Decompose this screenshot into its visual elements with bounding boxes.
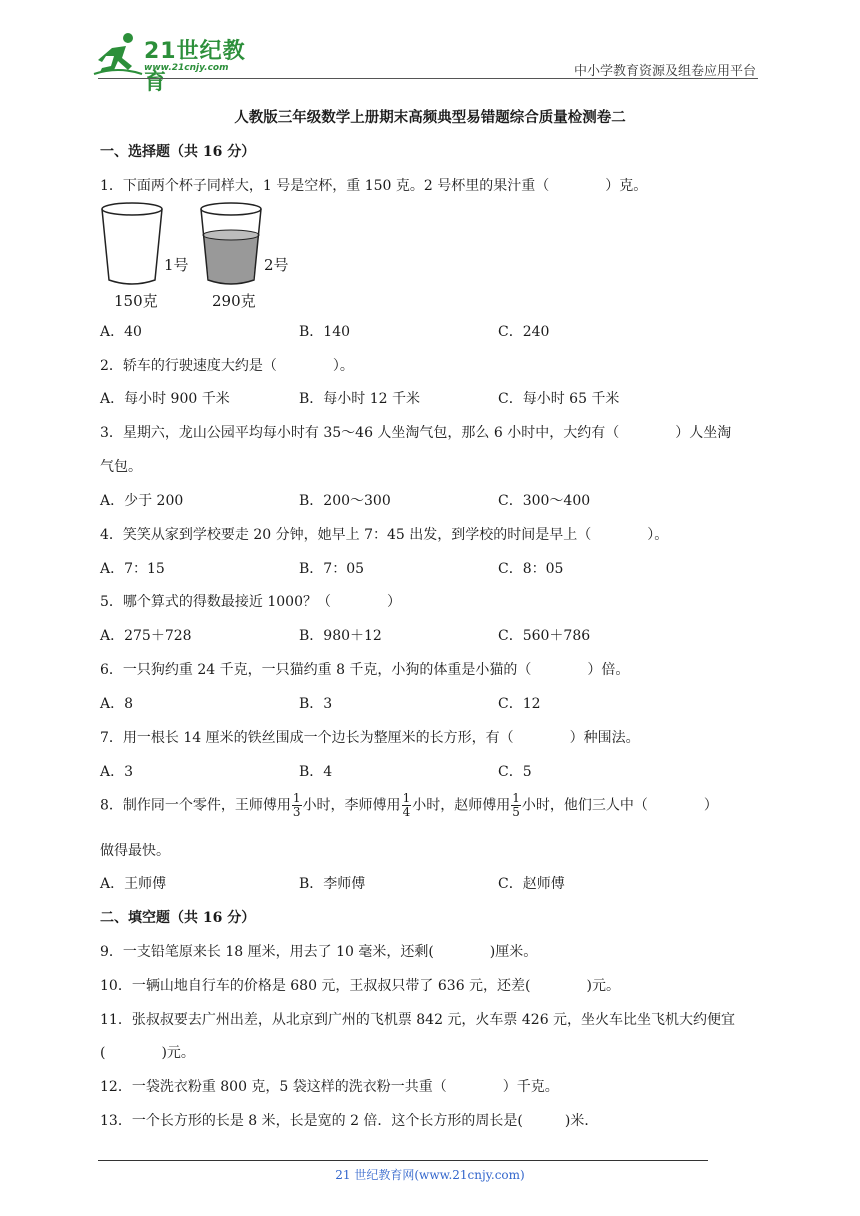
q8-part3: 小时，赵师傅用 [412, 797, 511, 814]
q6-option-a: A．8 [100, 696, 134, 712]
fraction-one-fourth [402, 792, 412, 819]
cup2-label: 2号 [264, 256, 289, 274]
q2-option-c: C．每小时 65 千米 [498, 391, 620, 407]
frac2-numerator: 1 [402, 791, 411, 805]
q7-option-c: C．5 [498, 764, 532, 780]
question-7: 7．用一根长 14 厘米的铁丝围成一个边长为整厘米的长方形，有（ ）种围法。 [100, 730, 640, 746]
frac2-denominator: 4 [402, 805, 411, 819]
footer-divider [98, 1160, 708, 1161]
frac1-numerator: 1 [292, 791, 301, 805]
frac3-denominator: 5 [512, 805, 520, 819]
question-5: 5．哪个算式的得数最接近 1000？（ ） [100, 594, 401, 610]
cups-figure [98, 200, 298, 312]
header-divider [98, 78, 758, 79]
page-header [0, 0, 860, 95]
juice-cup [201, 203, 261, 284]
section-fill-title: 二、填空题（共 16 分） [100, 910, 256, 926]
cup1-label: 1号 [164, 256, 189, 274]
question-11-line2: ( )元。 [100, 1045, 195, 1061]
runner-logo-icon [92, 30, 144, 76]
q4-option-a: A．7：15 [100, 561, 165, 577]
q8-option-b: B．李师傅 [299, 876, 366, 892]
q5-option-a: A．275＋728 [100, 628, 192, 644]
cup2-weight: 290克 [212, 292, 256, 310]
fraction-one-fifth [511, 792, 521, 819]
footer-link[interactable]: 21 世纪教育网(www.21cnjy.com) [335, 1168, 525, 1182]
q8-part2: 小时，李师傅用 [302, 797, 401, 814]
question-11-line1: 11．张叔叔要去广州出差，从北京到广州的飞机票 842 元，火车票 426 元，坐火车比坐飞机大约便宜 [100, 1012, 736, 1028]
header-platform-text: 中小学教育资源及组卷应用平台 [573, 64, 756, 79]
section-choice-title: 一、选择题（共 16 分） [100, 144, 256, 160]
question-10: 10．一辆山地自行车的价格是 680 元，王叔叔只带了 636 元，还差( )元。 [100, 978, 620, 994]
question-8-line2: 做得最快。 [100, 843, 170, 859]
q4-option-b: B．7：05 [299, 561, 365, 577]
question-6: 6．一只狗约重 24 千克，一只猫约重 8 千克，小狗的体重是小猫的（ ）倍。 [100, 662, 630, 678]
question-13: 13．一个长方形的长是 8 米，长是宽的 2 倍．这个长方形的周长是( )米． [100, 1113, 599, 1129]
question-3-line2: 气包。 [100, 459, 142, 475]
question-2: 2．轿车的行驶速度大约是（ ）。 [100, 358, 354, 374]
question-3-line1: 3．星期六，龙山公园平均每小时有 35～46 人坐淘气包，那么 6 小时中，大约有（ ）人坐淘 [100, 425, 732, 441]
logo-text: 21世纪教育 [144, 39, 246, 95]
logo-url: www.21cnjy.com [144, 63, 229, 73]
q6-option-b: B．3 [299, 696, 333, 712]
q1-option-c: C．240 [498, 324, 550, 340]
frac1-denominator: 3 [292, 805, 301, 819]
question-1: 1．下面两个杯子同样大，1 号是空杯，重 150 克。2 号杯里的果汁重（ ）克。 [100, 178, 648, 194]
q3-option-c: C．300～400 [498, 493, 591, 509]
q1-option-a: A．40 [100, 324, 142, 340]
q2-option-b: B．每小时 12 千米 [299, 391, 421, 407]
q8-part1: 8．制作同一个零件，王师傅用 [100, 797, 291, 814]
q4-option-c: C．8：05 [498, 561, 564, 577]
q8-option-a: A．王师傅 [100, 876, 167, 892]
document-title: 人教版三年级数学上册期末高频典型易错题综合质量检测卷二 [234, 109, 626, 126]
question-4: 4．笑笑从家到学校要走 20 分钟，她早上 7：45 出发，到学校的时间是早上（ ）。 [100, 527, 669, 543]
q6-option-c: C．12 [498, 696, 541, 712]
q1-option-b: B．140 [299, 324, 351, 340]
q7-option-a: A．3 [100, 764, 134, 780]
q3-option-b: B．200～300 [299, 493, 391, 509]
q8-part4: 小时，他们三人中（ ） [521, 797, 718, 814]
question-8-line1 [100, 792, 718, 819]
q8-option-c: C．赵师傅 [498, 876, 565, 892]
q7-option-b: B．4 [299, 764, 333, 780]
q3-option-a: A．少于 200 [100, 493, 184, 509]
question-9: 9．一支铅笔原来长 18 厘米，用去了 10 毫米，还剩( )厘米。 [100, 944, 538, 960]
frac3-numerator: 1 [512, 791, 520, 805]
logo [92, 30, 262, 95]
fraction-one-third [292, 792, 302, 819]
q2-option-a: A．每小时 900 千米 [100, 391, 230, 407]
q5-option-b: B．980＋12 [299, 628, 382, 644]
cup1-weight: 150克 [114, 292, 158, 310]
empty-cup [102, 203, 162, 284]
question-12: 12．一袋洗衣粉重 800 克，5 袋这样的洗衣粉一共重（ ）千克。 [100, 1079, 559, 1095]
q5-option-c: C．560＋786 [498, 628, 591, 644]
